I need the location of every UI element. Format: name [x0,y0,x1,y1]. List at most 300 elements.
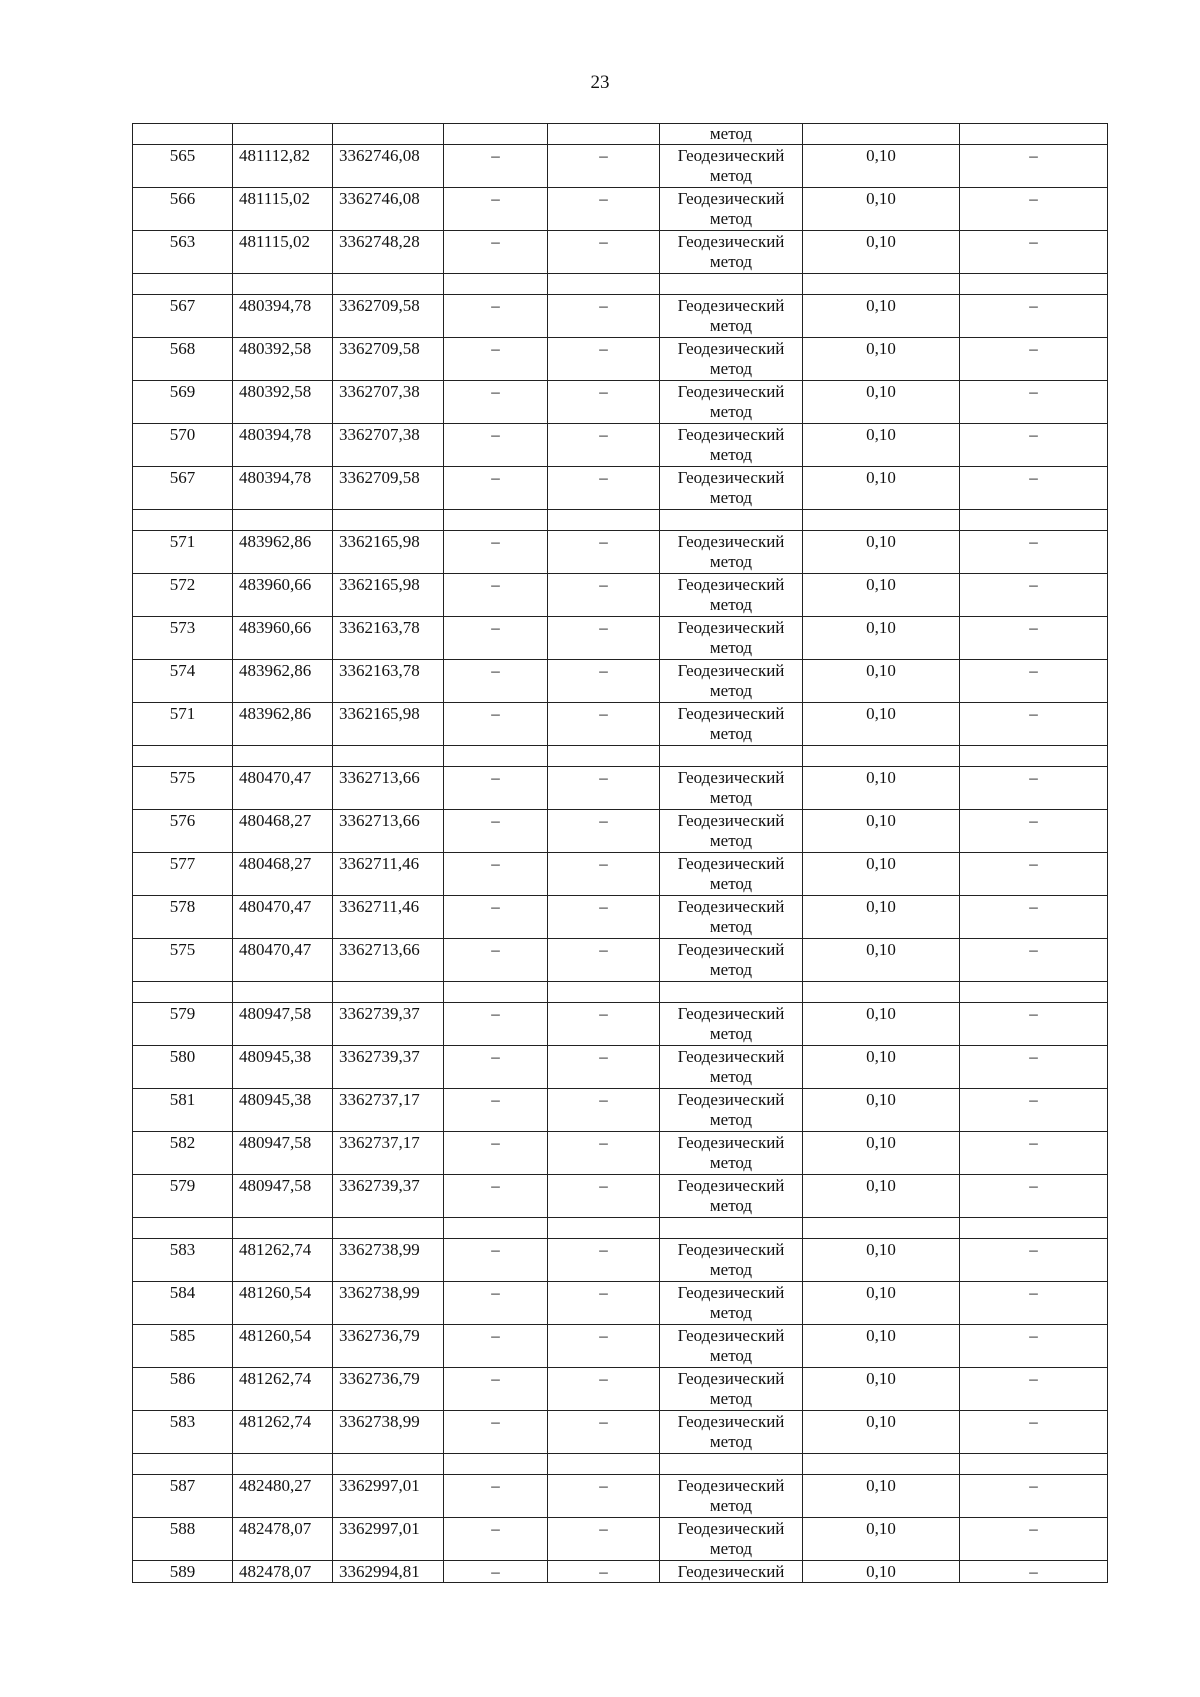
method-cell [660,231,803,274]
table-cell [444,124,548,145]
table-cell [548,746,660,767]
table-cell: – [960,1239,1108,1282]
accuracy-cell: 0,10 [803,617,960,660]
table-row [133,574,1108,617]
table-cell [803,124,960,145]
y-coordinate-cell: 3362746,08 [333,145,444,188]
x-coordinate-cell: 481260,54 [233,1282,333,1325]
table-cell: – [444,853,548,896]
accuracy-cell: 0,10 [803,810,960,853]
point-number-cell: 574 [133,660,233,703]
table-cell: – [960,767,1108,810]
method-label-continued: метод [709,1024,753,1043]
table-cell: – [548,896,660,939]
point-number-cell: 588 [133,1518,233,1561]
method-label: Геодезический [677,1326,785,1345]
table-cell [660,982,803,1003]
table-separator-row [133,510,1108,531]
point-number-cell: 583 [133,1411,233,1454]
y-coordinate-cell: 3362739,37 [333,1046,444,1089]
table-cell: – [548,853,660,896]
method-cell [660,467,803,510]
method-label-continued: метод [709,402,753,421]
table-cell [133,124,233,145]
table-row [133,231,1108,274]
table-row [133,1132,1108,1175]
table-separator-row [133,746,1108,767]
table-cell [444,982,548,1003]
x-coordinate-cell: 481262,74 [233,1411,333,1454]
method-label: Геодезический [677,661,785,680]
table-cell [803,274,960,295]
method-cell [660,767,803,810]
table-cell: – [548,1003,660,1046]
method-label: Геодезический [677,1476,785,1495]
table-carry-over-row [133,124,1108,145]
method-label: Геодезический [677,1369,785,1388]
table-cell: – [548,1368,660,1411]
table-row [133,1561,1108,1583]
table-cell: – [548,1239,660,1282]
table-cell [233,746,333,767]
table-cell [960,274,1108,295]
table-cell [960,982,1108,1003]
x-coordinate-cell: 482478,07 [233,1518,333,1561]
method-label-continued: метод [709,1110,753,1129]
method-label: Геодезический [677,1176,785,1195]
table-cell [960,1454,1108,1475]
x-coordinate-cell: 481262,74 [233,1368,333,1411]
y-coordinate-cell: 3362739,37 [333,1175,444,1218]
method-cell [660,338,803,381]
table-cell: – [960,1282,1108,1325]
table-row [133,381,1108,424]
table-cell [133,982,233,1003]
method-label-continued: метод [709,1153,753,1172]
accuracy-cell: 0,10 [803,1003,960,1046]
y-coordinate-cell: 3362165,98 [333,531,444,574]
point-number-cell: 578 [133,896,233,939]
method-label-continued: метод [709,445,753,464]
table-cell: – [548,703,660,746]
table-cell [660,746,803,767]
point-number-cell: 567 [133,467,233,510]
point-number-cell: 570 [133,424,233,467]
table-cell: – [960,574,1108,617]
table-cell: – [444,1132,548,1175]
table-cell [660,274,803,295]
x-coordinate-cell: 480945,38 [233,1046,333,1089]
accuracy-cell: 0,10 [803,381,960,424]
table-row [133,145,1108,188]
table-cell: – [444,424,548,467]
table-row [133,703,1108,746]
table-row [133,810,1108,853]
table-cell: – [548,1132,660,1175]
table-row [133,767,1108,810]
table-cell: – [548,939,660,982]
method-cell [660,939,803,982]
y-coordinate-cell: 3362163,78 [333,617,444,660]
table-separator-row [133,1454,1108,1475]
table-cell [133,1218,233,1239]
table-cell [133,510,233,531]
table-cell: – [960,424,1108,467]
table-cell: – [960,1046,1108,1089]
table-cell: – [960,810,1108,853]
accuracy-cell: 0,10 [803,1475,960,1518]
table-row [133,1325,1108,1368]
method-label: Геодезический [677,468,785,487]
method-label: Геодезический [677,1412,785,1431]
table-cell [548,124,660,145]
table-cell: – [444,767,548,810]
method-cell [660,1475,803,1518]
table-cell: – [548,1475,660,1518]
table-cell: – [444,1282,548,1325]
table-cell: – [960,188,1108,231]
table-cell: – [444,1046,548,1089]
method-cell [660,1003,803,1046]
accuracy-cell: 0,10 [803,1239,960,1282]
point-number-cell: 587 [133,1475,233,1518]
x-coordinate-cell: 482480,27 [233,1475,333,1518]
table-row [133,1282,1108,1325]
method-cell [660,853,803,896]
table-cell [133,274,233,295]
x-coordinate-cell: 480394,78 [233,467,333,510]
x-coordinate-cell: 483962,86 [233,703,333,746]
table-cell [233,982,333,1003]
y-coordinate-cell: 3362737,17 [333,1089,444,1132]
x-coordinate-cell: 480470,47 [233,896,333,939]
table-row [133,1475,1108,1518]
method-cell [660,424,803,467]
point-number-cell: 565 [133,145,233,188]
method-label: Геодезический [677,146,785,165]
method-cell [660,1282,803,1325]
method-cell [660,1325,803,1368]
table-cell [133,1454,233,1475]
point-number-cell: 579 [133,1003,233,1046]
method-label-continued: метод [709,874,753,893]
method-label-continued: метод [709,316,753,335]
table-cell: – [548,467,660,510]
table-row [133,1175,1108,1218]
table-cell: – [444,574,548,617]
table-cell: – [548,660,660,703]
table-cell [444,1454,548,1475]
method-label: Геодезический [677,768,785,787]
accuracy-cell: 0,10 [803,1518,960,1561]
table-cell: – [548,1518,660,1561]
table-cell: – [444,295,548,338]
table-cell: – [548,1089,660,1132]
y-coordinate-cell: 3362737,17 [333,1132,444,1175]
table-row [133,617,1108,660]
table-cell: – [444,810,548,853]
method-label-continued: метод [709,359,753,378]
y-coordinate-cell: 3362707,38 [333,381,444,424]
method-label: Геодезический [677,704,785,723]
x-coordinate-cell: 481115,02 [233,188,333,231]
method-label-continued: метод [709,209,753,228]
method-label: Геодезический [677,532,785,551]
method-label: Геодезический [677,897,785,916]
table-row [133,424,1108,467]
method-label-continued: метод [709,1346,753,1365]
accuracy-cell: 0,10 [803,853,960,896]
method-label-continued: метод [709,1196,753,1215]
point-number-cell: 584 [133,1282,233,1325]
point-number-cell: 577 [133,853,233,896]
method-cell [660,1046,803,1089]
table-cell: – [548,617,660,660]
accuracy-cell: 0,10 [803,1175,960,1218]
y-coordinate-cell: 3362738,99 [333,1411,444,1454]
y-coordinate-cell: 3362711,46 [333,853,444,896]
table-cell: – [444,531,548,574]
table-cell: – [548,381,660,424]
method-cell [660,1132,803,1175]
method-cell [660,1561,803,1583]
method-label-continued: метод [709,1539,753,1558]
table-row [133,1518,1108,1561]
method-label-continued: метод [709,166,753,185]
point-number-cell: 583 [133,1239,233,1282]
accuracy-cell: 0,10 [803,1089,960,1132]
y-coordinate-cell: 3362736,79 [333,1325,444,1368]
table-cell [233,1454,333,1475]
table-cell: – [444,1175,548,1218]
point-number-cell: 573 [133,617,233,660]
table-cell [960,124,1108,145]
point-number-cell: 567 [133,295,233,338]
accuracy-cell: 0,10 [803,939,960,982]
accuracy-cell: 0,10 [803,338,960,381]
method-label: Геодезический [677,232,785,251]
table-cell: – [548,767,660,810]
table-cell: – [444,1475,548,1518]
page-number: 23 [590,72,610,93]
point-number-cell: 569 [133,381,233,424]
accuracy-cell: 0,10 [803,896,960,939]
table-cell: – [960,467,1108,510]
method-label: Геодезический [677,618,785,637]
table-cell: – [444,1003,548,1046]
point-number-cell: 579 [133,1175,233,1218]
method-label: Геодезический [677,1047,785,1066]
table-cell: – [960,660,1108,703]
table-cell: – [960,381,1108,424]
table-cell [960,510,1108,531]
table-cell: – [548,1175,660,1218]
table-cell [960,746,1108,767]
table-cell: – [960,896,1108,939]
table-cell [548,510,660,531]
method-cell: метод [660,124,803,145]
table-row [133,295,1108,338]
table-cell: – [444,1368,548,1411]
method-label-continued: метод [709,724,753,743]
table-cell: – [960,1561,1108,1583]
y-coordinate-cell: 3362165,98 [333,703,444,746]
table-cell: – [960,531,1108,574]
table-cell [133,746,233,767]
point-number-cell: 585 [133,1325,233,1368]
point-number-cell: 572 [133,574,233,617]
table-cell: – [960,1475,1108,1518]
x-coordinate-cell: 480392,58 [233,338,333,381]
table-separator-row [133,1218,1108,1239]
table-cell [803,1218,960,1239]
table-row [133,1003,1108,1046]
y-coordinate-cell: 3362709,58 [333,338,444,381]
y-coordinate-cell: 3362709,58 [333,295,444,338]
point-number-cell: 586 [133,1368,233,1411]
method-label: Геодезический [677,1283,785,1302]
point-number-cell: 580 [133,1046,233,1089]
table-cell: – [444,231,548,274]
accuracy-cell: 0,10 [803,660,960,703]
table-cell: – [548,810,660,853]
table-cell [803,746,960,767]
method-label: Геодезический [677,425,785,444]
accuracy-cell: 0,10 [803,1368,960,1411]
table-cell [333,124,444,145]
table-cell [333,1454,444,1475]
table-cell: – [444,381,548,424]
x-coordinate-cell: 480394,78 [233,424,333,467]
table-cell [548,982,660,1003]
x-coordinate-cell: 483960,66 [233,617,333,660]
method-label-continued: метод [709,788,753,807]
table-separator-row [133,982,1108,1003]
point-number-cell: 581 [133,1089,233,1132]
point-number-cell: 582 [133,1132,233,1175]
method-label: Геодезический [677,1519,785,1538]
point-number-cell: 575 [133,939,233,982]
table-cell: – [444,1239,548,1282]
table-row [133,1046,1108,1089]
table-row [133,1239,1108,1282]
table-cell: – [960,1518,1108,1561]
method-label: Геодезический [677,1090,785,1109]
table-cell: – [960,1175,1108,1218]
y-coordinate-cell: 3362748,28 [333,231,444,274]
point-number-cell: 563 [133,231,233,274]
table-cell: – [960,295,1108,338]
table-cell: – [548,424,660,467]
method-cell [660,896,803,939]
method-cell [660,1175,803,1218]
point-number-cell: 575 [133,767,233,810]
accuracy-cell: 0,10 [803,1282,960,1325]
table-cell: – [548,574,660,617]
method-label-continued: метод [709,638,753,657]
table-cell: – [960,145,1108,188]
table-cell: – [444,467,548,510]
table-cell [333,510,444,531]
method-label: Геодезический [677,1004,785,1023]
table-cell [444,1218,548,1239]
accuracy-cell: 0,10 [803,231,960,274]
table-row [133,1089,1108,1132]
table-row [133,660,1108,703]
table-row [133,188,1108,231]
y-coordinate-cell: 3362994,81 [333,1561,444,1583]
method-label-continued: метод [709,831,753,850]
method-label: Геодезический [677,575,785,594]
method-label-continued: метод [709,252,753,271]
table-cell: – [960,1325,1108,1368]
method-cell [660,145,803,188]
table-cell: – [548,188,660,231]
y-coordinate-cell: 3362713,66 [333,810,444,853]
x-coordinate-cell: 480945,38 [233,1089,333,1132]
x-coordinate-cell: 481262,74 [233,1239,333,1282]
table-cell [660,1454,803,1475]
accuracy-cell: 0,10 [803,467,960,510]
method-cell [660,1411,803,1454]
table-cell [233,510,333,531]
table-cell [233,274,333,295]
table-cell: – [960,338,1108,381]
table-cell [333,1218,444,1239]
x-coordinate-cell: 480947,58 [233,1003,333,1046]
y-coordinate-cell: 3362736,79 [333,1368,444,1411]
y-coordinate-cell: 3362997,01 [333,1518,444,1561]
method-label: Геодезический [677,854,785,873]
table-cell [548,274,660,295]
method-label-continued: метод [709,1496,753,1515]
table-cell [333,746,444,767]
table-row [133,467,1108,510]
table-cell: – [960,231,1108,274]
table-cell: – [548,1282,660,1325]
y-coordinate-cell: 3362997,01 [333,1475,444,1518]
table-row [133,853,1108,896]
x-coordinate-cell: 481115,02 [233,231,333,274]
coordinates-table [132,123,1108,1583]
method-label-continued: метод [709,552,753,571]
table-cell: – [444,1411,548,1454]
y-coordinate-cell: 3362709,58 [333,467,444,510]
table-cell: – [444,939,548,982]
table-row [133,939,1108,982]
table-cell: – [444,1089,548,1132]
method-label-continued: метод [709,917,753,936]
method-label-continued: метод [709,960,753,979]
accuracy-cell: 0,10 [803,703,960,746]
method-label-continued: метод [709,1303,753,1322]
method-label-continued: метод [709,595,753,614]
y-coordinate-cell: 3362711,46 [333,896,444,939]
x-coordinate-cell: 483962,86 [233,531,333,574]
method-label: Геодезический [677,339,785,358]
method-cell [660,703,803,746]
method-cell [660,295,803,338]
table-cell: – [444,660,548,703]
table-cell: – [444,1325,548,1368]
table-cell: – [548,338,660,381]
x-coordinate-cell: 480468,27 [233,810,333,853]
table-cell: – [444,896,548,939]
table-cell [803,510,960,531]
table-separator-row [133,274,1108,295]
method-cell [660,188,803,231]
x-coordinate-cell: 480392,58 [233,381,333,424]
